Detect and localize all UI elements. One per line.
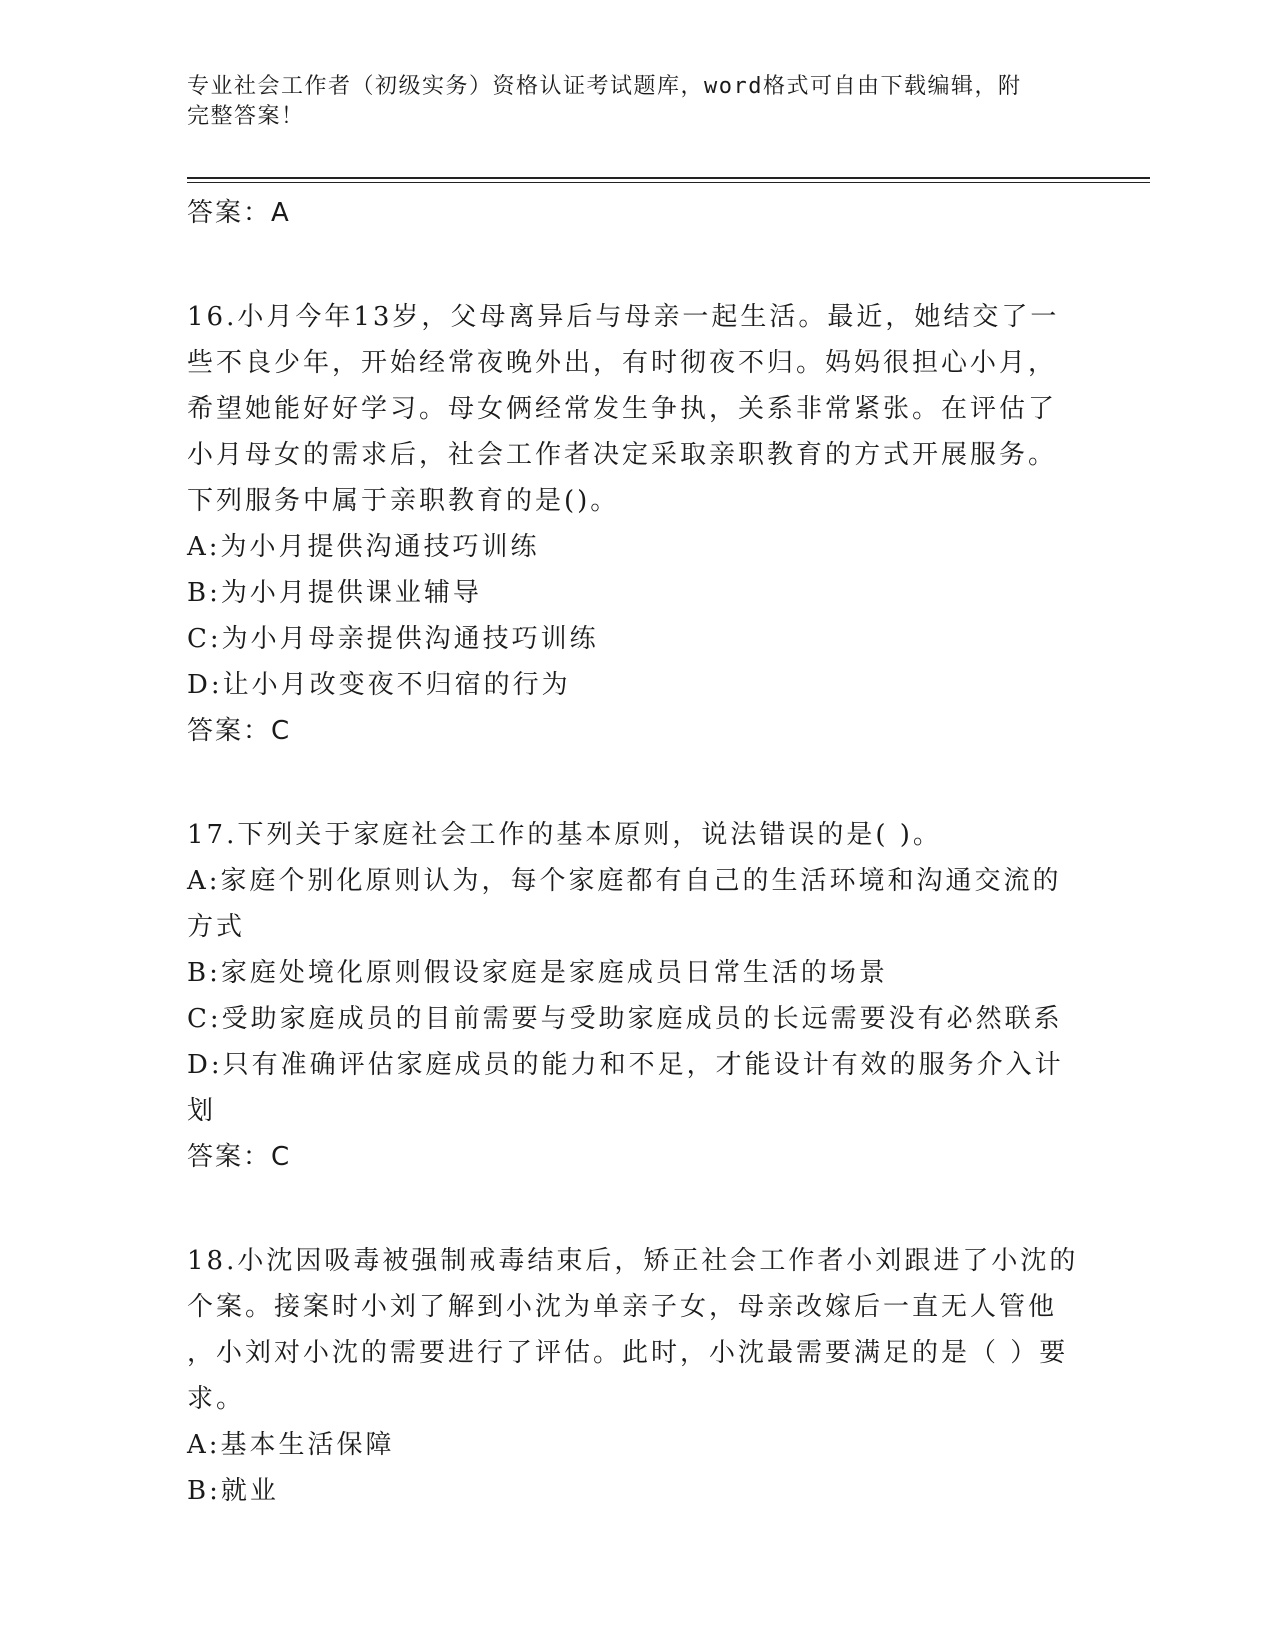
option-c: C:受助家庭成员的目前需要与受助家庭成员的长远需要没有必然联系 [187,1004,1063,1034]
option-a: A:为小月提供沟通技巧训练 [187,532,540,562]
question-stem-line: 17.下列关于家庭社会工作的基本原则，说法错误的是( )。 [187,820,942,850]
question-stem-line: 小月母女的需求后，社会工作者决定采取亲职教育的方式开展服务。 [187,440,1058,470]
question-17 [187,812,1077,1180]
header-line-2: 完整答案！ [187,104,305,129]
option-a: A:基本生活保障 [187,1430,395,1460]
question-stem-line: 16.小月今年13岁，父母离异后与母亲一起生活。最近，她结交了一 [187,302,1060,332]
option-b: B:为小月提供课业辅导 [187,578,482,608]
spacer [187,1180,1077,1238]
question-stem-line: 下列服务中属于亲职教育的是()。 [187,486,620,516]
option-b: B:家庭处境化原则假设家庭是家庭成员日常生活的场景 [187,958,888,988]
question-stem-line: 个案。接案时小刘了解到小沈为单亲子女，母亲改嫁后一直无人管他 [187,1292,1058,1322]
answer-q16: 答案：C [187,716,292,746]
question-stem-line: 希望她能好好学习。母女俩经常发生争执，关系非常紧张。在评估了 [187,394,1058,424]
option-c: C:为小月母亲提供沟通技巧训练 [187,624,599,654]
spacer [187,754,1077,812]
option-b: B:就业 [187,1476,279,1506]
answer-q15: 答案：A [187,198,291,228]
spacer [187,236,1077,294]
option-d: D:只有准确评估家庭成员的能力和不足，才能设计有效的服务介入计 [187,1050,1064,1080]
document-header [187,72,1067,132]
header-divider-thick [187,177,1150,179]
question-stem-line: 些不良少年，开始经常夜晚外出，有时彻夜不归。妈妈很担心小月， [187,348,1058,378]
option-a: A:家庭个别化原则认为，每个家庭都有自己的生活环境和沟通交流的 [187,866,1062,896]
answer-q17: 答案：C [187,1142,292,1172]
header-divider-thin [187,182,1150,183]
question-stem-line: 18.小沈因吸毒被强制戒毒结束后，矫正社会工作者小刘跟进了小沈的 [187,1246,1079,1276]
option-d-continued: 划 [187,1096,217,1126]
question-stem-line: 求。 [187,1384,246,1414]
document-body [187,190,1077,1514]
option-a-continued: 方式 [187,912,246,942]
question-18 [187,1238,1077,1514]
option-d: D:让小月改变夜不归宿的行为 [187,670,571,700]
question-16 [187,294,1077,754]
question-stem-line: ，小刘对小沈的需要进行了评估。此时，小沈最需要满足的是（ ）要 [187,1338,1069,1368]
header-line-1: 专业社会工作者（初级实务）资格认证考试题库，word格式可自由下载编辑，附 [187,74,1022,99]
